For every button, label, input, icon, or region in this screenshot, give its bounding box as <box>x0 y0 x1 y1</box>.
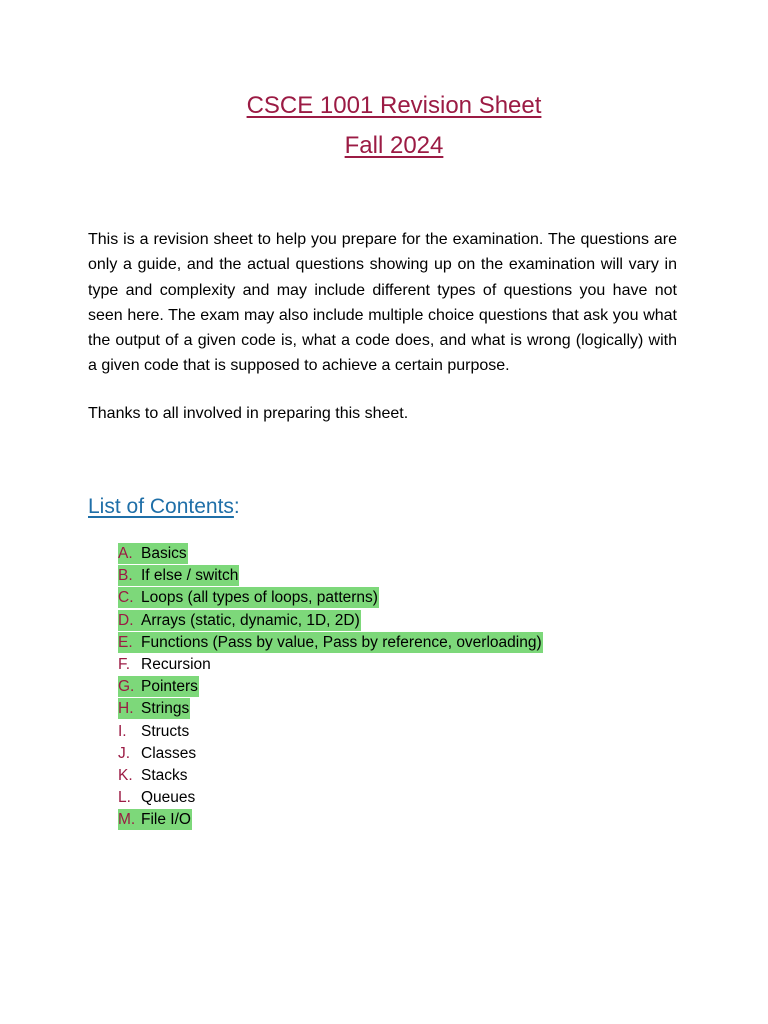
contents-item-label: Recursion <box>141 655 211 673</box>
contents-item-letter: I. <box>118 722 127 740</box>
contents-item-label: Basics <box>141 545 187 562</box>
contents-list <box>118 543 543 831</box>
contents-item-letter: J. <box>118 744 131 762</box>
contents-heading-text: List of Contents <box>88 495 234 518</box>
contents-heading <box>88 492 240 522</box>
contents-item-label: Arrays (static, dynamic, 1D, 2D) <box>141 611 360 629</box>
plain-entry <box>118 721 190 742</box>
contents-item-label: Loops (all types of loops, patterns) <box>141 589 378 607</box>
highlighted-entry <box>118 543 188 564</box>
contents-item <box>118 587 543 609</box>
highlighted-entry <box>118 587 379 608</box>
document-subtitle-term: Fall 2024 <box>344 132 444 159</box>
plain-entry <box>118 743 197 764</box>
contents-item <box>118 787 543 809</box>
contents-item <box>118 809 543 831</box>
contents-item-letter: M. <box>118 811 136 829</box>
contents-item <box>118 632 543 654</box>
intro-paragraph: This is a revision sheet to help you prepare for the examination. The questions are only a guide, and the actual questions showing up on the examination will vary in type and complexity and may include different types of questions you have not seen here. The exam may also include multiple choice questions that ask you what the output of a given code is, what a code does, and what is wrong (logically) with a given code that is supposed to achieve a certain purpose. <box>88 231 677 375</box>
contents-item <box>118 610 543 632</box>
contents-item-letter: H. <box>118 700 134 718</box>
highlighted-entry <box>118 565 239 586</box>
contents-item <box>118 721 543 743</box>
contents-item-letter: L. <box>118 789 131 807</box>
contents-item-label: Queues <box>141 789 196 807</box>
thanks-paragraph: Thanks to all involved in preparing this sheet. <box>88 405 409 422</box>
contents-item-label: Classes <box>141 744 197 762</box>
contents-item <box>118 743 543 765</box>
contents-item-label: Functions (Pass by value, Pass by reference, overloading) <box>141 633 542 651</box>
contents-item <box>118 698 543 720</box>
contents-item-label: Structs <box>141 722 190 740</box>
title-block <box>0 86 768 166</box>
contents-item-letter: D. <box>118 611 134 629</box>
contents-item-letter: A. <box>118 545 133 562</box>
contents-item <box>118 565 543 587</box>
contents-item-label: File I/O <box>141 811 191 829</box>
contents-item <box>118 654 543 676</box>
highlighted-entry <box>118 698 190 719</box>
contents-item <box>118 765 543 787</box>
plain-entry <box>118 765 189 786</box>
contents-item-letter: B. <box>118 567 133 585</box>
highlighted-entry <box>118 809 192 830</box>
contents-item-letter: G. <box>118 678 135 696</box>
contents-heading-colon: : <box>233 495 240 518</box>
contents-item-letter: K. <box>118 766 133 784</box>
contents-item-letter: E. <box>118 633 133 651</box>
contents-item-label: Stacks <box>141 766 188 784</box>
highlighted-entry <box>118 676 199 697</box>
contents-item-letter: C. <box>118 589 134 607</box>
contents-item-letter: F. <box>118 655 131 673</box>
contents-item <box>118 676 543 698</box>
contents-item <box>118 543 543 565</box>
highlighted-entry <box>118 610 361 631</box>
plain-entry <box>118 787 196 808</box>
contents-item-label: Strings <box>141 700 190 718</box>
document-title: CSCE 1001 Revision Sheet <box>246 92 542 119</box>
plain-entry <box>118 654 212 675</box>
contents-item-label: If else / switch <box>141 567 239 585</box>
highlighted-entry <box>118 632 543 653</box>
contents-item-label: Pointers <box>141 678 198 696</box>
